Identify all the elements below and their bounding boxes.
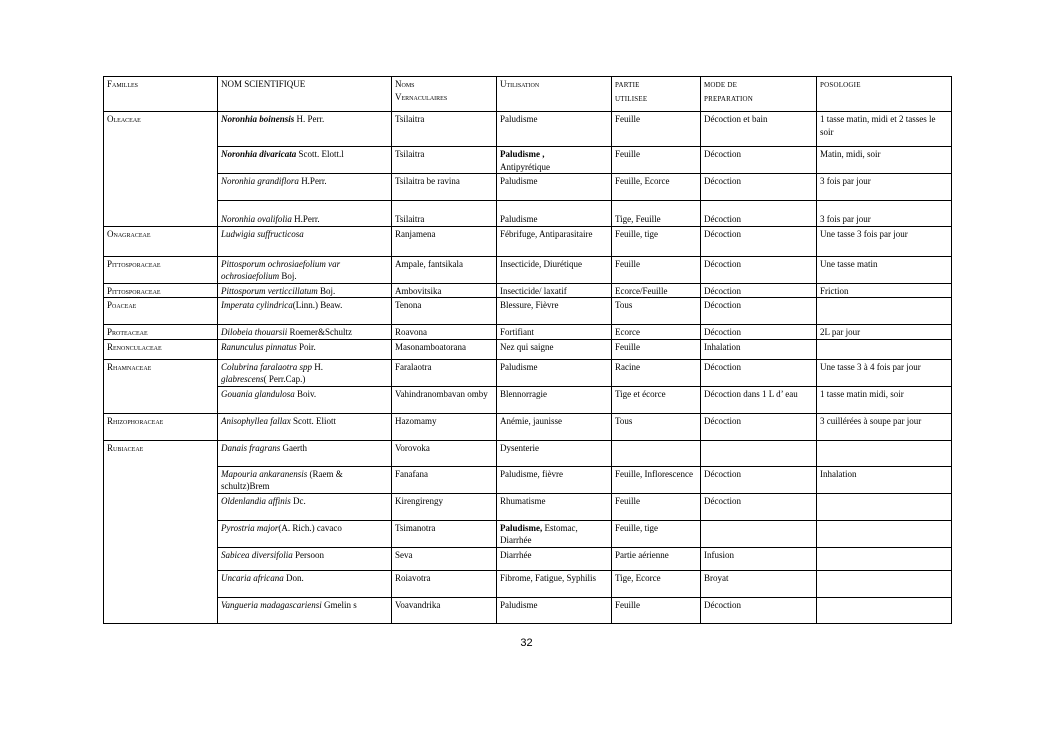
family-cell: Rhizophoraceae (104, 413, 218, 440)
util-cell: Fébrifuge, Antiparasitaire (497, 226, 612, 256)
sci-name-cell: Colubrina faralaotra spp H. glabrescens( Perr.Cap.) (218, 359, 392, 386)
table-row (104, 325, 952, 340)
poso-cell (817, 570, 952, 597)
sci-name-cell: Uncaria africana Don. (218, 570, 392, 597)
mode-cell: Décoction (701, 226, 817, 256)
util-cell: Rhumatisme (497, 493, 612, 520)
family-cell: Poaceae (104, 298, 218, 325)
table-row (104, 570, 952, 597)
header-nom-scientifique: NOM SCIENTIFIQUE (218, 77, 392, 112)
table-row (104, 466, 952, 493)
poso-cell (817, 298, 952, 325)
vern-cell: Voavandrika (392, 597, 497, 623)
plants-table (103, 76, 952, 624)
family-cell: Oleaceae (104, 112, 218, 227)
partie-cell: Feuille, Ecorce (612, 174, 701, 201)
table-row (104, 597, 952, 623)
table-header (104, 77, 952, 112)
vern-cell: Ranjamena (392, 226, 497, 256)
util-cell: Nez qui saigne (497, 339, 612, 359)
table-row (104, 298, 952, 325)
sci-name-cell: Sabicea diversifolia Persoon (218, 547, 392, 570)
table-row (104, 339, 952, 359)
util-cell: Dysenterie (497, 440, 612, 466)
util-cell: Fortifiant (497, 325, 612, 340)
poso-cell (817, 597, 952, 623)
vern-cell: Fanafana (392, 466, 497, 493)
vern-cell: Tsilaitra be ravina (392, 174, 497, 201)
mode-cell: Décoction dans 1 L d’ eau (701, 386, 817, 413)
poso-cell: 3 fois par jour (817, 201, 952, 227)
poso-cell: 3 cuillérées à soupe par jour (817, 413, 952, 440)
table-row (104, 440, 952, 466)
sci-name-cell: Pyrostria major(A. Rich.) cavaco (218, 520, 392, 547)
poso-cell: Une tasse 3 à 4 fois par jour (817, 359, 952, 386)
table-row (104, 386, 952, 413)
poso-cell: 1 tasse matin, midi et 2 tasses le soir (817, 112, 952, 147)
sci-name-cell: Ranunculus pinnatus Poir. (218, 339, 392, 359)
poso-cell (817, 493, 952, 520)
sci-name-cell: Noronhia boinensis H. Perr. (218, 112, 392, 147)
vern-cell: Tsilaitra (392, 147, 497, 174)
mode-cell: Décoction et bain (701, 112, 817, 147)
header-utilisation: Utilisation (497, 77, 612, 112)
mode-cell: Décoction (701, 493, 817, 520)
mode-cell: Décoction (701, 359, 817, 386)
sci-name-cell: Pittosporum verticcillatum Boj. (218, 283, 392, 298)
mode-cell: Décoction (701, 256, 817, 283)
mode-cell: Décoction (701, 174, 817, 201)
mode-cell: Décoction (701, 413, 817, 440)
header-mode-preparation: MODE DE PREPARATION (701, 77, 817, 112)
header-familles: Familles (104, 77, 218, 112)
family-cell: Rubiaceae (104, 440, 218, 623)
family-cell: Proteaceae (104, 325, 218, 340)
partie-cell: Feuille (612, 256, 701, 283)
family-cell: Pittosporaceae (104, 256, 218, 283)
partie-cell: Tige, Feuille (612, 201, 701, 227)
table-row (104, 226, 952, 256)
partie-cell: Feuille (612, 112, 701, 147)
sci-name-cell: Noronhia ovalifolia H.Perr. (218, 201, 392, 227)
vern-cell: Tsimanotra (392, 520, 497, 547)
partie-cell: Ecorce (612, 325, 701, 340)
mode-cell: Inhalation (701, 339, 817, 359)
sci-name-cell: Vangueria madagascariensi Gmelin s (218, 597, 392, 623)
page-number: 32 (520, 637, 533, 649)
sci-name-cell: Noronhia divaricata Scott. Elott.l (218, 147, 392, 174)
mode-cell: Infusion (701, 547, 817, 570)
vern-cell: Tenona (392, 298, 497, 325)
partie-cell: Racine (612, 359, 701, 386)
sci-name-cell: Oldenlandia affinis Dc. (218, 493, 392, 520)
partie-cell: Feuille (612, 147, 701, 174)
header-partie-utilisee: PARTIE UTILISEE (612, 77, 701, 112)
table-row (104, 493, 952, 520)
partie-cell: Tige et écorce (612, 386, 701, 413)
util-cell: Paludisme, Estomac, Diarrhée (497, 520, 612, 547)
poso-cell: Une tasse 3 fois par jour (817, 226, 952, 256)
util-cell: Paludisme, fièvre (497, 466, 612, 493)
sci-name-cell: Noronhia grandiflora H.Perr. (218, 174, 392, 201)
family-cell: Pittosporaceae (104, 283, 218, 298)
family-cell: Onagraceae (104, 226, 218, 256)
header-posologie: POSOLOGIE (817, 77, 952, 112)
vern-cell: Tsilaitra (392, 201, 497, 227)
sci-name-cell: Anisophyllea fallax Scott. Eliott (218, 413, 392, 440)
util-cell: Paludisme (497, 174, 612, 201)
vern-cell: Roavona (392, 325, 497, 340)
util-cell: Insecticide, Diurétique (497, 256, 612, 283)
util-cell: Paludisme , Antipyrétique (497, 147, 612, 174)
partie-cell: Partie aérienne (612, 547, 701, 570)
sci-name-cell: Danais fragrans Gaerth (218, 440, 392, 466)
mode-cell: Broyat (701, 570, 817, 597)
sci-name-cell: Imperata cylindrica(Linn.) Beaw. (218, 298, 392, 325)
util-cell: Blessure, Fièvre (497, 298, 612, 325)
table-row (104, 201, 952, 227)
vern-cell: Faralaotra (392, 359, 497, 386)
partie-cell: Ecorce/Feuille (612, 283, 701, 298)
sci-name-cell: Mapouria ankaranensis (Raem & schultz)Brem (218, 466, 392, 493)
partie-cell: Tous (612, 298, 701, 325)
table-row (104, 283, 952, 298)
sci-name-cell: Ludwigia suffructicosa (218, 226, 392, 256)
partie-cell: Tige, Ecorce (612, 570, 701, 597)
util-cell: Anémie, jaunisse (497, 413, 612, 440)
mode-cell (701, 440, 817, 466)
table-row (104, 547, 952, 570)
table-row (104, 359, 952, 386)
vern-cell: Tsilaitra (392, 112, 497, 147)
partie-cell: Tous (612, 413, 701, 440)
mode-cell: Décoction (701, 283, 817, 298)
sci-name-cell: Dilobeia thouarsii Roemer&Schultz (218, 325, 392, 340)
table-row (104, 174, 952, 201)
util-cell: Insecticide/ laxatif (497, 283, 612, 298)
vern-cell: Ambovitsika (392, 283, 497, 298)
table-row (104, 112, 952, 147)
mode-cell: Décoction (701, 147, 817, 174)
partie-cell: Feuille (612, 339, 701, 359)
util-cell: Blennorragie (497, 386, 612, 413)
family-cell: Renonculaceae (104, 339, 218, 359)
partie-cell: Feuille, tige (612, 520, 701, 547)
vern-cell: Ampale, fantsikala (392, 256, 497, 283)
vern-cell: Roiavotra (392, 570, 497, 597)
partie-cell: Feuille (612, 597, 701, 623)
mode-cell: Décoction (701, 466, 817, 493)
util-cell: Fibrome, Fatigue, Syphilis (497, 570, 612, 597)
mode-cell (701, 520, 817, 547)
partie-cell (612, 440, 701, 466)
table-row (104, 256, 952, 283)
partie-cell: Feuille (612, 493, 701, 520)
family-cell: Rhamnaceae (104, 359, 218, 413)
table-row (104, 413, 952, 440)
poso-cell (817, 440, 952, 466)
util-cell: Diarrhée (497, 547, 612, 570)
partie-cell: Feuille, tige (612, 226, 701, 256)
poso-cell: Friction (817, 283, 952, 298)
vern-cell: Hazomamy (392, 413, 497, 440)
table-row (104, 147, 952, 174)
poso-cell (817, 547, 952, 570)
vern-cell: Vahindranombavan omby (392, 386, 497, 413)
poso-cell: Inhalation (817, 466, 952, 493)
poso-cell (817, 339, 952, 359)
poso-cell: 2L par jour (817, 325, 952, 340)
mode-cell: Décoction (701, 298, 817, 325)
header-noms-vernaculaires: Noms Vernaculaires (392, 77, 497, 112)
vern-cell: Kirengirengy (392, 493, 497, 520)
util-cell: Paludisme (497, 112, 612, 147)
vern-cell: Masonamboatorana (392, 339, 497, 359)
poso-cell: 1 tasse matin midi, soir (817, 386, 952, 413)
util-cell: Paludisme (497, 597, 612, 623)
vern-cell: Vorovoka (392, 440, 497, 466)
mode-cell: Décoction (701, 597, 817, 623)
mode-cell: Décoction (701, 201, 817, 227)
poso-cell: 3 fois par jour (817, 174, 952, 201)
sci-name-cell: Pittosporum ochrosiaefolium var ochrosiaefolium Boj. (218, 256, 392, 283)
poso-cell: Matin, midi, soir (817, 147, 952, 174)
table-row (104, 520, 952, 547)
sci-name-cell: Gouania glandulosa Boiv. (218, 386, 392, 413)
vern-cell: Seva (392, 547, 497, 570)
mode-cell: Décoction (701, 325, 817, 340)
util-cell: Paludisme (497, 359, 612, 386)
poso-cell (817, 520, 952, 547)
util-cell: Paludisme (497, 201, 612, 227)
partie-cell: Feuille, Inflorescence (612, 466, 701, 493)
poso-cell: Une tasse matin (817, 256, 952, 283)
